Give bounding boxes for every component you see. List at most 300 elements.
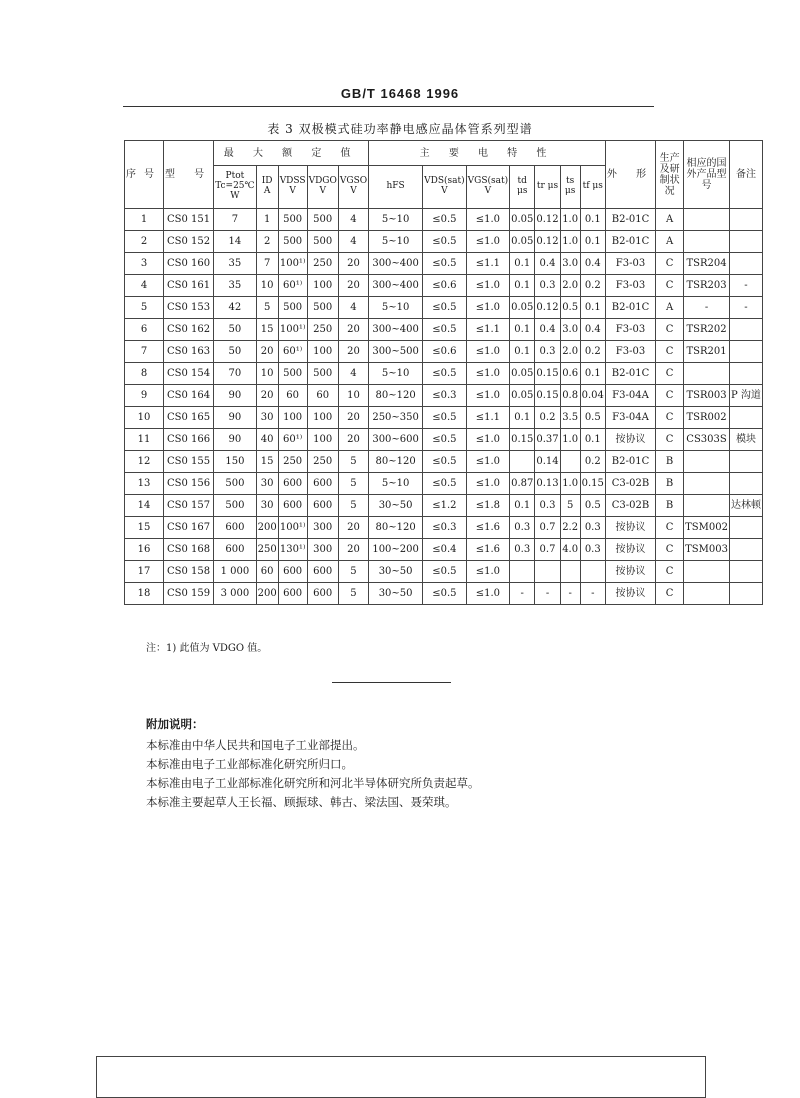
cell: 7 [125, 341, 164, 363]
bottom-frame [96, 1056, 706, 1098]
cell [729, 209, 762, 231]
cell: 5 [338, 451, 368, 473]
cell: CS0 153 [164, 297, 214, 319]
cell: ≤1.0 [466, 275, 509, 297]
cell: 3 000 [214, 583, 256, 605]
cell: 0.2 [580, 341, 605, 363]
table-row [125, 561, 763, 583]
cell [684, 561, 730, 583]
cell: 0.12 [535, 231, 560, 253]
cell: 10 [338, 385, 368, 407]
cell: 1 [256, 209, 278, 231]
cell: 250 [307, 451, 338, 473]
cell: 50 [214, 341, 256, 363]
cell: 30~50 [369, 495, 423, 517]
cell: CS0 165 [164, 407, 214, 429]
cell: 0.05 [510, 231, 535, 253]
cell: F3-04A [605, 385, 655, 407]
cell: ≤0.4 [423, 539, 467, 561]
cell: 100 [307, 275, 338, 297]
table-row [125, 473, 763, 495]
cell: CS0 154 [164, 363, 214, 385]
cell: 35 [214, 275, 256, 297]
col-status: 生产及研制状况 [656, 141, 684, 209]
cell: 5 [338, 473, 368, 495]
cell: 0.1 [580, 429, 605, 451]
cell: 90 [214, 407, 256, 429]
cell: 5 [256, 297, 278, 319]
cell: 500 [307, 363, 338, 385]
cell: 6 [125, 319, 164, 341]
table-row [125, 275, 763, 297]
addendum-line: 本标准由电子工业部标准化研究所和河北半导体研究所负责起草。 [146, 776, 480, 790]
cell: ≤1.1 [466, 407, 509, 429]
cell: 0.1 [510, 407, 535, 429]
cell: 0.87 [510, 473, 535, 495]
cell: 0.05 [510, 363, 535, 385]
cell: ≤0.3 [423, 517, 467, 539]
cell: ≤0.6 [423, 341, 467, 363]
cell: TSR002 [684, 407, 730, 429]
cell: 0.1 [510, 495, 535, 517]
addendum-title: 附加说明： [146, 717, 204, 731]
header-rule [123, 106, 654, 107]
cell: 300~400 [369, 253, 423, 275]
cell [684, 583, 730, 605]
cell: - [535, 583, 560, 605]
cell: 10 [256, 275, 278, 297]
cell: 0.2 [580, 451, 605, 473]
cell: 15 [256, 319, 278, 341]
cell: ≤1.8 [466, 495, 509, 517]
table-header-row [125, 141, 763, 166]
cell: 4 [338, 231, 368, 253]
cell: 0.5 [560, 297, 580, 319]
table-row [125, 429, 763, 451]
cell: 0.1 [580, 297, 605, 319]
cell [535, 561, 560, 583]
cell: 0.1 [510, 275, 535, 297]
cell: - [684, 297, 730, 319]
cell: 0.2 [535, 407, 560, 429]
cell: 30~50 [369, 561, 423, 583]
cell: CS0 157 [164, 495, 214, 517]
cell: A [656, 231, 684, 253]
col-vdgo: VDGO V [307, 166, 338, 209]
cell [684, 209, 730, 231]
cell [510, 451, 535, 473]
cell: 4 [125, 275, 164, 297]
cell: 7 [214, 209, 256, 231]
cell: B2-01C [605, 209, 655, 231]
cell [729, 319, 762, 341]
cell: 0.12 [535, 297, 560, 319]
cell: 0.3 [510, 539, 535, 561]
cell [510, 561, 535, 583]
col-ts: ts μs [560, 166, 580, 209]
cell: C [656, 539, 684, 561]
cell: 15 [256, 451, 278, 473]
cell: 5~10 [369, 231, 423, 253]
cell: 200 [256, 583, 278, 605]
table-row [125, 539, 763, 561]
cell: 20 [338, 517, 368, 539]
cell: CS0 168 [164, 539, 214, 561]
cell: 1.0 [560, 473, 580, 495]
cell: 1.0 [560, 231, 580, 253]
table-row [125, 451, 763, 473]
cell: 0.1 [580, 363, 605, 385]
cell: 30 [256, 473, 278, 495]
cell: 150 [214, 451, 256, 473]
cell: 4.0 [560, 539, 580, 561]
cell: 600 [307, 583, 338, 605]
cell: F3-03 [605, 341, 655, 363]
cell: 12 [125, 451, 164, 473]
cell: ≤0.5 [423, 561, 467, 583]
cell: 0.8 [560, 385, 580, 407]
cell: 60¹⁾ [278, 341, 307, 363]
cell: 0.1 [580, 209, 605, 231]
cell: 11 [125, 429, 164, 451]
cell: 2.0 [560, 275, 580, 297]
cell: 5 [338, 561, 368, 583]
cell: F3-03 [605, 319, 655, 341]
cell: 3 [125, 253, 164, 275]
cell: 13 [125, 473, 164, 495]
cell: 0.4 [535, 253, 560, 275]
col-vds-sat: VDS(sat) V [423, 166, 467, 209]
cell: 0.7 [535, 517, 560, 539]
cell: F3-04A [605, 407, 655, 429]
cell [729, 253, 762, 275]
table-row [125, 363, 763, 385]
cell: CS0 151 [164, 209, 214, 231]
cell: 按协议 [605, 539, 655, 561]
cell: 2 [256, 231, 278, 253]
cell: CS0 163 [164, 341, 214, 363]
cell: F3-03 [605, 275, 655, 297]
cell: 100¹⁾ [278, 517, 307, 539]
cell: 600 [307, 561, 338, 583]
col-hfs: hFS [369, 166, 423, 209]
cell: CS0 158 [164, 561, 214, 583]
cell: C [656, 517, 684, 539]
cell: 4 [338, 363, 368, 385]
cell: 30 [256, 407, 278, 429]
cell: CS303S [684, 429, 730, 451]
cell: 0.1 [510, 319, 535, 341]
cell: ≤0.5 [423, 297, 467, 319]
cell: ≤0.5 [423, 231, 467, 253]
cell: 20 [338, 253, 368, 275]
cell: ≤0.6 [423, 275, 467, 297]
cell: 0.1 [510, 253, 535, 275]
cell: 500 [278, 363, 307, 385]
table-row [125, 583, 763, 605]
cell: 35 [214, 253, 256, 275]
cell: - [729, 297, 762, 319]
cell [729, 451, 762, 473]
cell: 1 000 [214, 561, 256, 583]
cell: 5 [338, 495, 368, 517]
cell: 20 [338, 341, 368, 363]
cell: ≤0.3 [423, 385, 467, 407]
cell: - [510, 583, 535, 605]
cell: 0.05 [510, 209, 535, 231]
cell: 0.3 [535, 341, 560, 363]
cell [684, 495, 730, 517]
cell: 0.3 [580, 517, 605, 539]
cell: 30 [256, 495, 278, 517]
cell: 80~120 [369, 517, 423, 539]
cell: CS0 162 [164, 319, 214, 341]
cell: CS0 166 [164, 429, 214, 451]
cell: CS0 155 [164, 451, 214, 473]
cell: 0.4 [580, 253, 605, 275]
cell: 300 [307, 539, 338, 561]
cell: 0.1 [510, 341, 535, 363]
cell: ≤1.2 [423, 495, 467, 517]
cell: 达林顿 [729, 495, 762, 517]
col-remark: 备注 [729, 141, 762, 209]
cell: CS0 156 [164, 473, 214, 495]
cell [684, 473, 730, 495]
cell: 20 [338, 319, 368, 341]
cell: CS0 161 [164, 275, 214, 297]
cell: C [656, 561, 684, 583]
cell: 100 [278, 407, 307, 429]
cell: 60 [278, 385, 307, 407]
cell [729, 561, 762, 583]
cell: 模块 [729, 429, 762, 451]
cell: B2-01C [605, 231, 655, 253]
table-row [125, 385, 763, 407]
spec-table [124, 140, 763, 605]
cell: 0.15 [535, 363, 560, 385]
cell: 15 [125, 517, 164, 539]
cell: 0.4 [580, 319, 605, 341]
cell: ≤1.1 [466, 253, 509, 275]
cell: 500 [214, 495, 256, 517]
cell [560, 451, 580, 473]
cell: 0.3 [510, 517, 535, 539]
cell: 600 [278, 495, 307, 517]
cell [729, 231, 762, 253]
cell: 18 [125, 583, 164, 605]
cell: ≤0.5 [423, 209, 467, 231]
cell: B [656, 451, 684, 473]
cell: TSR003 [684, 385, 730, 407]
cell: C [656, 583, 684, 605]
cell: B [656, 473, 684, 495]
cell: A [656, 209, 684, 231]
cell: 0.1 [580, 231, 605, 253]
cell: 250~350 [369, 407, 423, 429]
cell: 100 [307, 341, 338, 363]
cell: 500 [278, 297, 307, 319]
col-tr: tr μs [535, 166, 560, 209]
end-rule [332, 682, 451, 683]
col-model: 型 号 [164, 141, 214, 209]
col-tf: tf μs [580, 166, 605, 209]
cell: 0.3 [580, 539, 605, 561]
table-footnote: 注：1) 此值为 VDGO 值。 [146, 643, 268, 654]
col-equivalent: 相应的国外产品型号 [684, 141, 730, 209]
cell: 1 [125, 209, 164, 231]
cell: 300~400 [369, 319, 423, 341]
cell: F3-03 [605, 253, 655, 275]
cell: 600 [278, 473, 307, 495]
cell: 7 [256, 253, 278, 275]
cell: 100¹⁾ [278, 319, 307, 341]
cell: C [656, 363, 684, 385]
cell: ≤1.0 [466, 473, 509, 495]
cell: C [656, 407, 684, 429]
cell: ≤0.5 [423, 319, 467, 341]
table-row [125, 231, 763, 253]
cell: B2-01C [605, 363, 655, 385]
cell: 0.5 [580, 407, 605, 429]
cell: 250 [256, 539, 278, 561]
cell: TSR204 [684, 253, 730, 275]
cell: 600 [278, 561, 307, 583]
cell: ≤0.5 [423, 583, 467, 605]
cell [729, 341, 762, 363]
table-row [125, 297, 763, 319]
cell: 14 [214, 231, 256, 253]
cell: 600 [278, 583, 307, 605]
cell: 0.15 [535, 385, 560, 407]
cell: 3.5 [560, 407, 580, 429]
cell: 100 [307, 429, 338, 451]
cell: 3.0 [560, 319, 580, 341]
cell: 60¹⁾ [278, 275, 307, 297]
cell: 2.0 [560, 341, 580, 363]
col-group-max-ratings: 最 大 额 定 值 [214, 141, 369, 166]
table-title: 表 3 双极模式硅功率静电感应晶体管系列型谱 [267, 122, 533, 136]
cell: 0.4 [535, 319, 560, 341]
col-vgso: VGSO V [338, 166, 368, 209]
cell: 8 [125, 363, 164, 385]
cell: 600 [214, 539, 256, 561]
cell [729, 407, 762, 429]
cell: 20 [256, 385, 278, 407]
cell: 4 [338, 209, 368, 231]
cell: ≤1.0 [466, 231, 509, 253]
cell: 100¹⁾ [278, 253, 307, 275]
cell: ≤1.6 [466, 517, 509, 539]
cell: P 沟道 [729, 385, 762, 407]
cell: 600 [214, 517, 256, 539]
cell: CS0 159 [164, 583, 214, 605]
cell: 100 [307, 407, 338, 429]
cell: TSR201 [684, 341, 730, 363]
cell: C [656, 341, 684, 363]
addendum-line: 本标准由中华人民共和国电子工业部提出。 [146, 738, 365, 752]
cell: - [729, 275, 762, 297]
col-ptot: Ptot Tc=25℃ W [214, 166, 256, 209]
cell: 5~10 [369, 209, 423, 231]
cell: 250 [307, 253, 338, 275]
cell: 3.0 [560, 253, 580, 275]
cell: ≤1.0 [466, 561, 509, 583]
cell: 按协议 [605, 561, 655, 583]
cell: C [656, 319, 684, 341]
cell: 5~10 [369, 473, 423, 495]
cell: 按协议 [605, 429, 655, 451]
cell: 10 [256, 363, 278, 385]
cell: ≤1.1 [466, 319, 509, 341]
cell: 40 [256, 429, 278, 451]
cell: ≤1.0 [466, 209, 509, 231]
cell: TSR203 [684, 275, 730, 297]
cell [729, 363, 762, 385]
cell: 60 [256, 561, 278, 583]
cell: 2.2 [560, 517, 580, 539]
cell: 70 [214, 363, 256, 385]
cell: 0.13 [535, 473, 560, 495]
cell: 5~10 [369, 297, 423, 319]
cell: 14 [125, 495, 164, 517]
cell: 10 [125, 407, 164, 429]
cell: ≤0.5 [423, 253, 467, 275]
cell: CS0 152 [164, 231, 214, 253]
cell: ≤1.0 [466, 341, 509, 363]
cell: 0.2 [580, 275, 605, 297]
cell: 500 [307, 231, 338, 253]
cell: 2 [125, 231, 164, 253]
cell: ≤0.5 [423, 429, 467, 451]
cell: CS0 160 [164, 253, 214, 275]
cell: C [656, 275, 684, 297]
cell: ≤0.5 [423, 363, 467, 385]
table-row [125, 341, 763, 363]
cell: 80~120 [369, 451, 423, 473]
cell: B2-01C [605, 451, 655, 473]
cell: 30~50 [369, 583, 423, 605]
cell [729, 583, 762, 605]
cell [684, 363, 730, 385]
cell: ≤1.0 [466, 363, 509, 385]
cell: CS0 167 [164, 517, 214, 539]
cell: ≤0.5 [423, 473, 467, 495]
standard-code: GB/T 16468 1996 [340, 86, 460, 101]
cell: 200 [256, 517, 278, 539]
table-row [125, 495, 763, 517]
cell: 0.3 [535, 275, 560, 297]
cell: 500 [307, 209, 338, 231]
cell: 16 [125, 539, 164, 561]
cell: ≤1.6 [466, 539, 509, 561]
cell: 90 [214, 385, 256, 407]
cell: 9 [125, 385, 164, 407]
cell: 0.5 [580, 495, 605, 517]
cell: 5~10 [369, 363, 423, 385]
addendum-line: 本标准由电子工业部标准化研究所归口。 [146, 757, 353, 771]
cell [729, 539, 762, 561]
cell: - [580, 583, 605, 605]
cell: 20 [338, 407, 368, 429]
cell: 5 [560, 495, 580, 517]
addendum [146, 716, 480, 812]
cell: TSM003 [684, 539, 730, 561]
cell: 0.7 [535, 539, 560, 561]
cell: 0.04 [580, 385, 605, 407]
cell: C [656, 385, 684, 407]
col-group-characteristics: 主 要 电 特 性 [369, 141, 606, 166]
cell: ≤1.0 [466, 583, 509, 605]
